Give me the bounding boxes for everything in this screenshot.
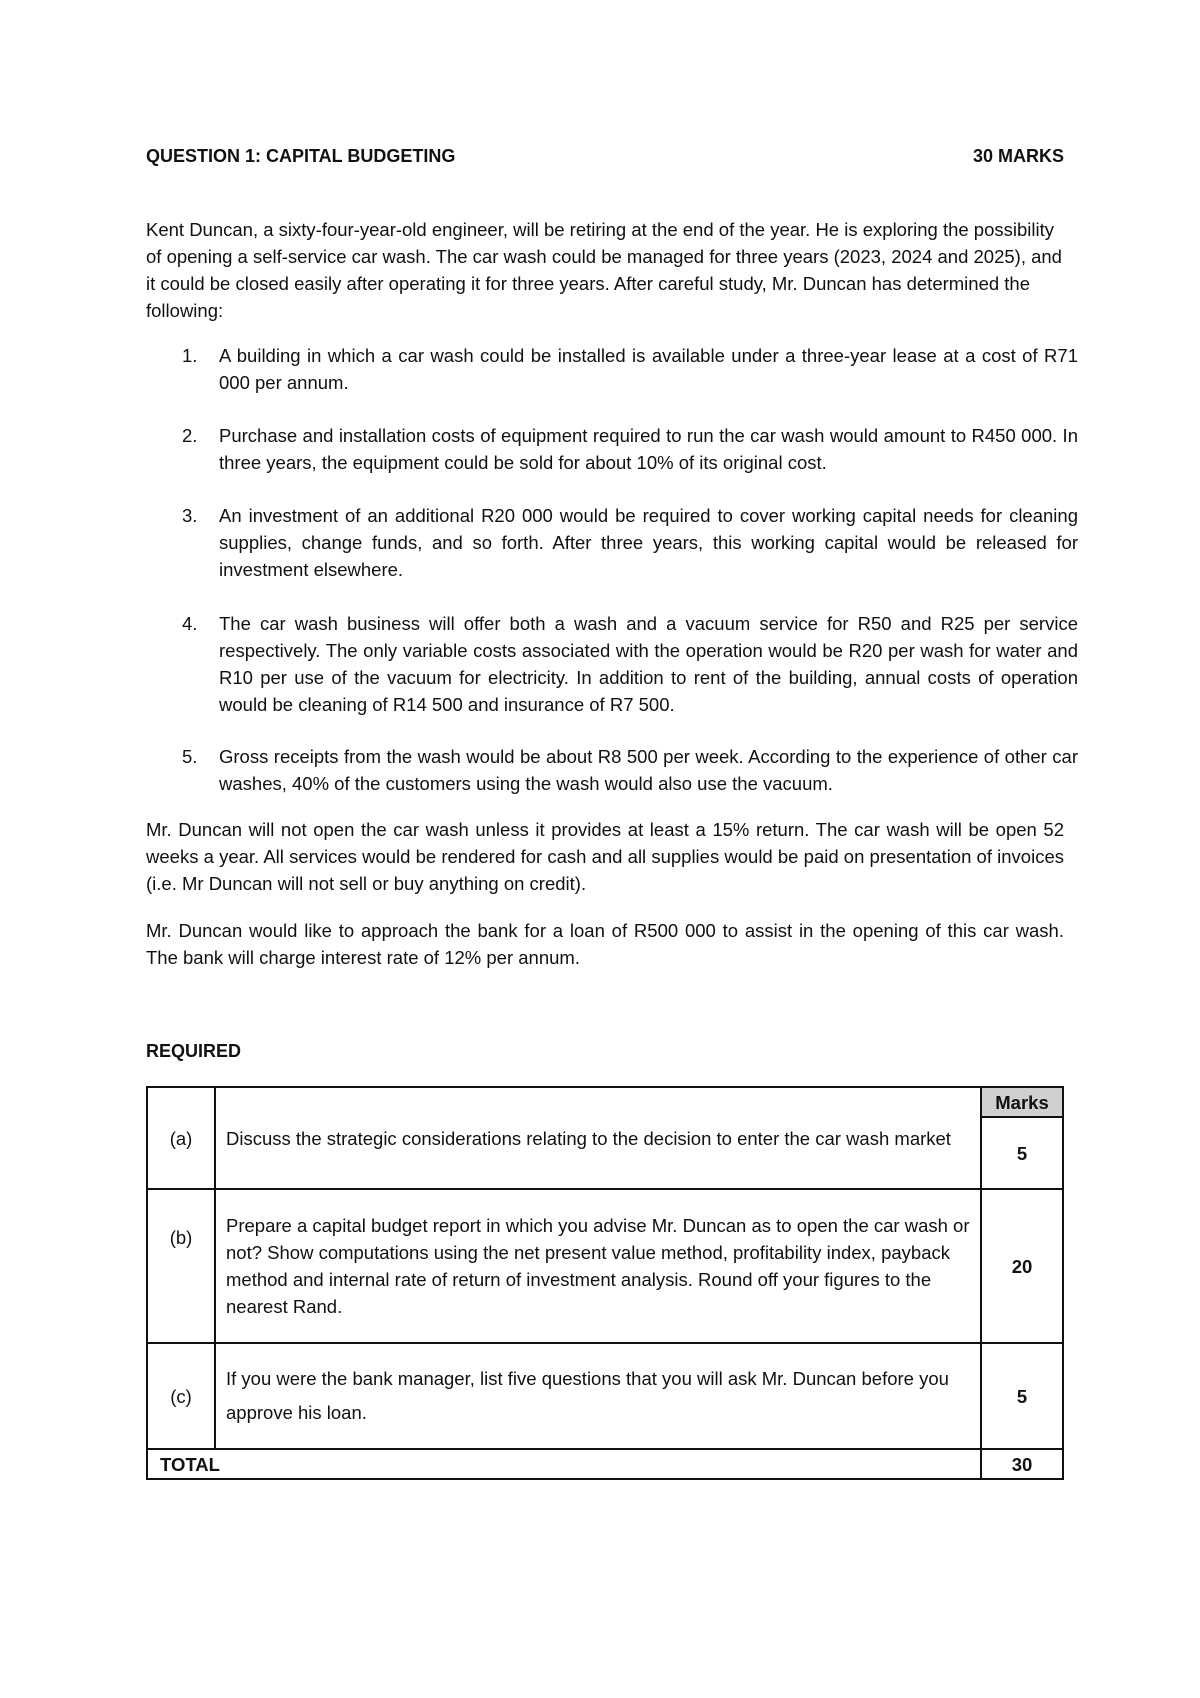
facts-list: [146, 342, 1078, 797]
part-marks: 5: [981, 1117, 1063, 1189]
loan-paragraph: Mr. Duncan would like to approach the bank for a loan of R500 000 to assist in the opening of this car wash. The bank will charge interest rate of 12% per annum.: [146, 920, 1064, 968]
part-label: [147, 1189, 215, 1343]
part-label-text: (b): [169, 1227, 193, 1248]
list-item-text: Gross receipts from the wash would be about R8 500 per week. According to the experience of other car washes, 40% of the customers using the wash would also use the vacuum.: [219, 746, 1078, 794]
required-heading: REQUIRED: [146, 1041, 242, 1061]
list-item-text: An investment of an additional R20 000 would be required to cover working capital needs for cleaning supplies, change funds, and so forth. After three years, this working capital would be released for investment elsewhere.: [219, 505, 1078, 580]
required-table: [146, 1086, 1064, 1480]
part-description: If you were the bank manager, list five questions that you will ask Mr. Duncan before you approve his loan.: [215, 1343, 981, 1449]
list-item: [146, 502, 1078, 583]
question-header: [146, 146, 1064, 167]
list-item-text: The car wash business will offer both a wash and a vacuum service for R50 and R25 per service respectively. The only variable costs associated with the operation would be R20 per wash for water and R10 per use of the vacuum for electricity. In addition to rent of the building, annual costs of operation would be cleaning of R14 500 and insurance of R7 500.: [219, 613, 1078, 715]
question-marks: 30 MARKS: [972, 146, 1064, 166]
list-item-number: 2.: [182, 425, 198, 446]
part-label: (c): [147, 1343, 215, 1449]
list-item-number: 5.: [182, 746, 198, 767]
table-row: [147, 1449, 1063, 1479]
list-item-number: 4.: [182, 613, 198, 634]
marks-column-header: Marks: [981, 1087, 1063, 1117]
table-row: [147, 1087, 1063, 1117]
list-item-number: 3.: [182, 505, 198, 526]
table-row: [147, 1189, 1063, 1343]
part-marks: 5: [981, 1343, 1063, 1449]
part-label: (a): [147, 1087, 215, 1189]
list-item-text: Purchase and installation costs of equipment required to run the car wash would amount to R450 000. In three years, the equipment could be sold for about 10% of its original cost.: [219, 425, 1078, 473]
part-description: Prepare a capital budget report in which you advise Mr. Duncan as to open the car wash or not? Show computations using the net present value method, profitability index, payback method and internal rate of return of investment analysis. Round off your figures to the nearest Rand.: [215, 1189, 981, 1343]
return-requirement-paragraph: Mr. Duncan will not open the car wash unless it provides at least a 15% return. The car wash will be open 52 weeks a year. All services would be rendered for cash and all supplies would be paid on presentation of invoices (i.e. Mr Duncan will not sell or buy anything on credit).: [146, 819, 1064, 894]
intro-paragraph: Kent Duncan, a sixty-four-year-old engineer, will be retiring at the end of the year. He is exploring the possibility of opening a self-service car wash. The car wash could be managed for three years (2023, 2024 and 2025), and it could be closed easily after operating it for three years. After careful study, Mr. Duncan has determined the following:: [146, 219, 1062, 321]
total-marks: 30: [981, 1449, 1063, 1479]
question-title: QUESTION 1: CAPITAL BUDGETING: [146, 146, 456, 166]
total-label: TOTAL: [147, 1449, 981, 1479]
list-item-text: A building in which a car wash could be installed is available under a three-year lease at a cost of R71 000 per annum.: [219, 345, 1078, 393]
list-item: [146, 743, 1078, 797]
list-item: [146, 610, 1078, 718]
list-item: [146, 342, 1078, 396]
list-item: [146, 422, 1078, 476]
table-row: [147, 1343, 1063, 1449]
list-item-number: 1.: [182, 345, 198, 366]
part-description: Discuss the strategic considerations relating to the decision to enter the car wash market: [215, 1087, 981, 1189]
part-marks: 20: [981, 1189, 1063, 1343]
